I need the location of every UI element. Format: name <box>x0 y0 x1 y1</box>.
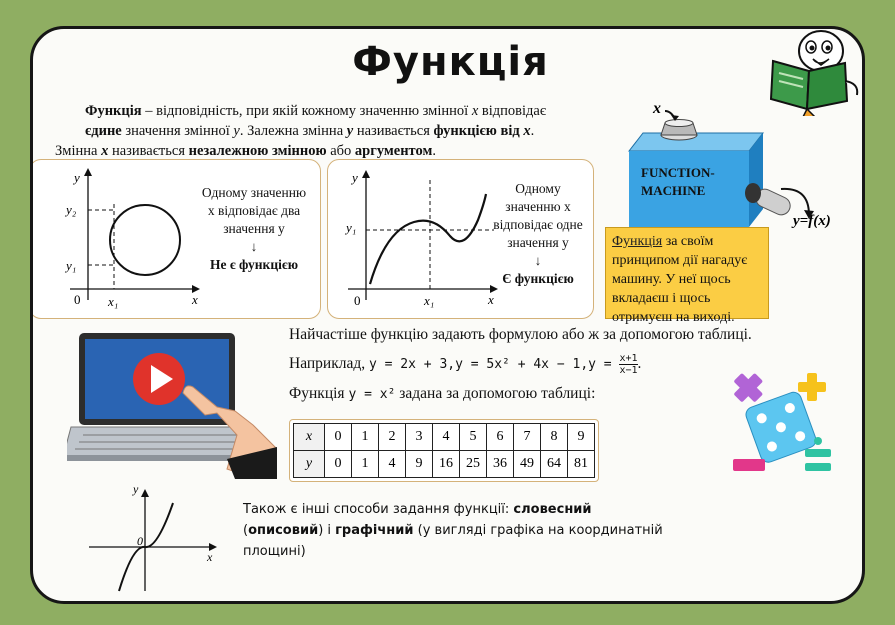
method-line-2: Наприклад, y = 2x + 3,y = 5x² + 4x − 1,y = $\frac{x+1}{x-1}$ . <box>289 353 642 376</box>
table-cell: 5 <box>460 424 487 451</box>
y1-label: y₁ <box>66 258 77 273</box>
definition-text: Функція – відповідність, при якій кожному значенню змінної x відповідає єдине значення змінної y. Залежна змінна y називається функцією від x. Змінна x називається незалежною змінною або аргументом. <box>55 103 547 159</box>
math-dice-icon <box>729 369 839 479</box>
y1-label: y₁ <box>346 220 357 235</box>
other-methods-text: Також є інші способи задання функції: словесний (описовий) і графічний (у вигляді графіка на координатній площині) <box>243 502 663 559</box>
table-cell: 25 <box>460 451 487 478</box>
page-title: Функція <box>352 39 549 85</box>
worksheet-card <box>30 26 865 604</box>
table-row-x <box>294 424 595 451</box>
table-cell: 0 <box>325 424 352 451</box>
table-cell: 64 <box>541 451 568 478</box>
table-cell: 16 <box>433 451 460 478</box>
table-cell: 4 <box>379 451 406 478</box>
wave-note: Одному значенню x відповідає одне значення y ↓ Є функцією <box>493 181 583 286</box>
cubic-graph <box>85 483 225 595</box>
axis-x-label: x <box>207 550 213 564</box>
origin-label: 0 <box>354 293 361 308</box>
machine-output-label: y=f(x) <box>793 213 831 229</box>
table-cell: 9 <box>406 451 433 478</box>
table-cell: 1 <box>352 451 379 478</box>
wave-graph-panel <box>327 159 594 319</box>
function-machine-illustration <box>613 105 853 235</box>
function-link[interactable]: Функція <box>612 234 663 249</box>
verdict-not-function: Не є функцією <box>209 257 299 272</box>
value-table <box>293 423 595 478</box>
x1-label: x₁ <box>108 294 119 309</box>
verdict-is-function: Є функцією <box>502 271 574 286</box>
circle-graph-panel <box>30 159 321 319</box>
function-machine-note: Функція за своїм принципом дії нагадує машину. У неї щось вкладаєш і щось отримуєш на виході. <box>605 227 769 319</box>
table-cell: 81 <box>568 451 595 478</box>
table-cell: 49 <box>514 451 541 478</box>
laptop-video-icon <box>67 329 277 479</box>
origin-label: 0 <box>74 292 81 307</box>
circle-graph <box>30 160 200 318</box>
axis-y-label: y <box>352 170 358 185</box>
origin-label: 0 <box>137 534 143 548</box>
axis-x-label: x <box>192 292 198 307</box>
table-cell: 4 <box>433 424 460 451</box>
table-cell: 8 <box>541 424 568 451</box>
axis-y-label: y <box>74 170 80 185</box>
circle-note: Одному значенню x відповідає два значення y ↓ Не є функцією <box>201 185 307 272</box>
value-table-frame <box>289 419 599 482</box>
table-header-y: y <box>294 451 325 478</box>
machine-input-label: x <box>653 105 661 117</box>
y2-label: y₂ <box>66 202 77 217</box>
table-header-x: x <box>294 424 325 451</box>
x1-label: x₁ <box>424 293 435 308</box>
table-cell: 36 <box>487 451 514 478</box>
axis-y-label: y <box>133 483 139 496</box>
axis-x-label: x <box>488 292 494 307</box>
table-cell: 7 <box>514 424 541 451</box>
wave-graph <box>328 160 500 318</box>
table-row-y <box>294 451 595 478</box>
table-cell: 0 <box>325 451 352 478</box>
method-line-1: Найчастіше функцію задають формулою або ж за допомогою таблиці. <box>289 326 752 343</box>
machine-label-1: FUNCTION- <box>641 165 715 180</box>
table-cell: 9 <box>568 424 595 451</box>
table-cell: 6 <box>487 424 514 451</box>
method-line-3: Функція y = x² задана за допомогою таблиці: <box>289 385 596 402</box>
table-cell: 2 <box>379 424 406 451</box>
machine-label-2: MACHINE <box>641 183 706 198</box>
table-cell: 1 <box>352 424 379 451</box>
table-cell: 3 <box>406 424 433 451</box>
